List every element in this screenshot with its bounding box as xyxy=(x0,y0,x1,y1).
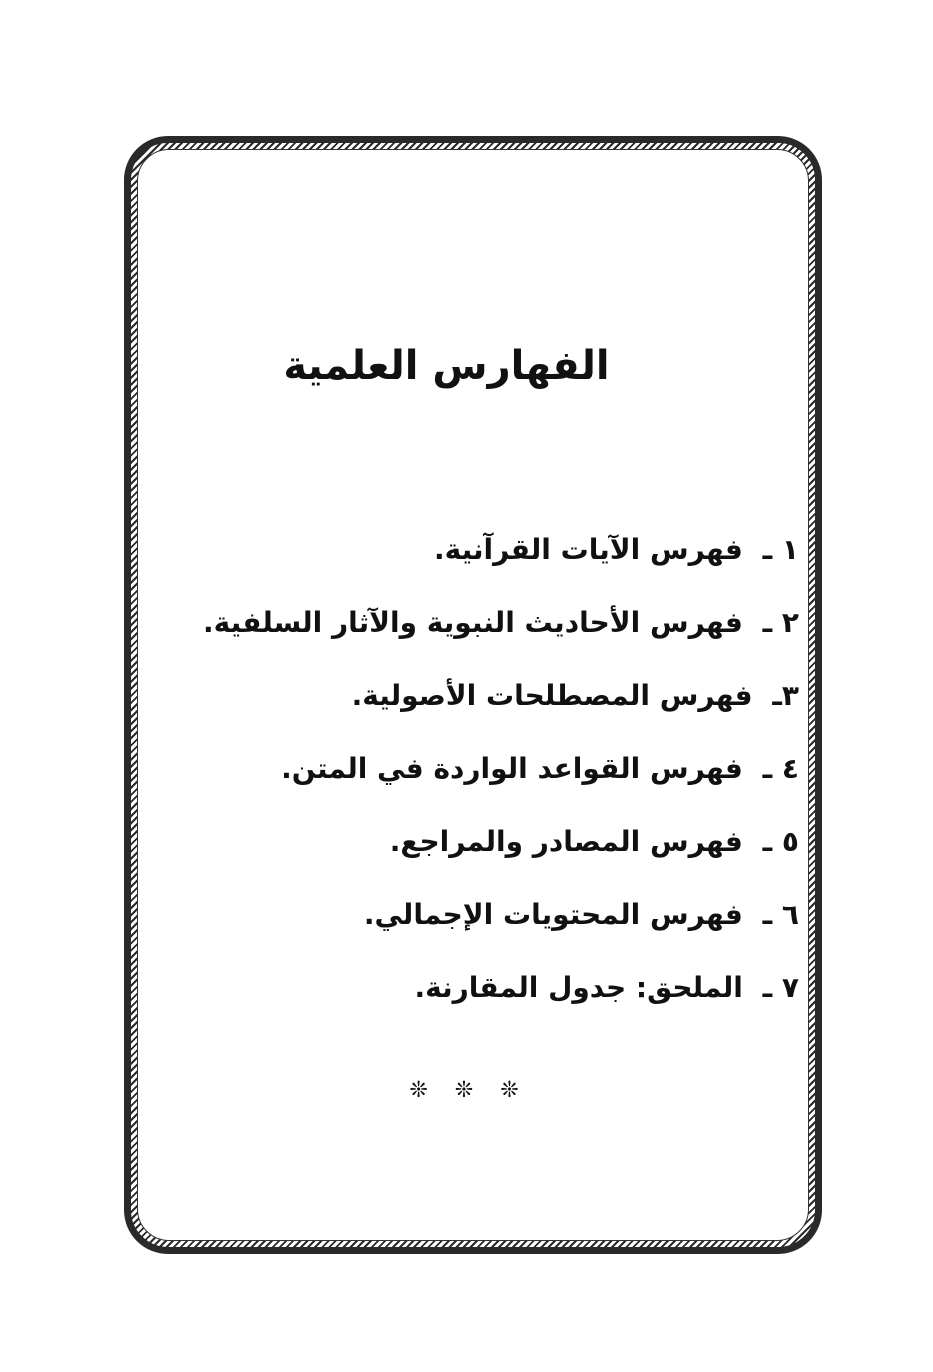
index-item-number: ٦ ـ xyxy=(762,898,799,931)
index-item xyxy=(203,814,799,887)
index-item-number: ٢ ـ xyxy=(762,606,799,639)
index-item xyxy=(203,741,799,814)
index-item xyxy=(203,595,799,668)
index-item xyxy=(203,522,799,595)
index-item-number: ١ ـ xyxy=(762,533,799,566)
index-item-text: فهرس المصطلحات الأصولية. xyxy=(351,679,753,712)
section-separator: ❊ ❊ ❊ xyxy=(409,1078,529,1103)
index-item-text: فهرس المحتويات الإجمالي. xyxy=(363,898,743,931)
index-item-text: الملحق: جدول المقارنة. xyxy=(414,971,743,1004)
index-item-text: فهرس الأحاديث النبوية والآثار السلفية. xyxy=(203,606,743,639)
index-item-number: ٤ ـ xyxy=(762,752,799,785)
index-item-number: ٧ ـ xyxy=(762,971,799,1004)
index-item-number: ٥ ـ xyxy=(762,825,799,858)
index-item xyxy=(203,668,799,741)
page-title: الفهارس العلمية xyxy=(283,343,610,389)
index-item-number: ٣ـ xyxy=(772,679,799,712)
index-item xyxy=(203,887,799,960)
index-item-text: فهرس القواعد الواردة في المتن. xyxy=(281,752,743,785)
index-item xyxy=(203,960,799,1033)
index-item-text: فهرس المصادر والمراجع. xyxy=(389,825,743,858)
index-list xyxy=(203,522,799,1033)
index-item-text: فهرس الآيات القرآنية. xyxy=(434,533,743,566)
